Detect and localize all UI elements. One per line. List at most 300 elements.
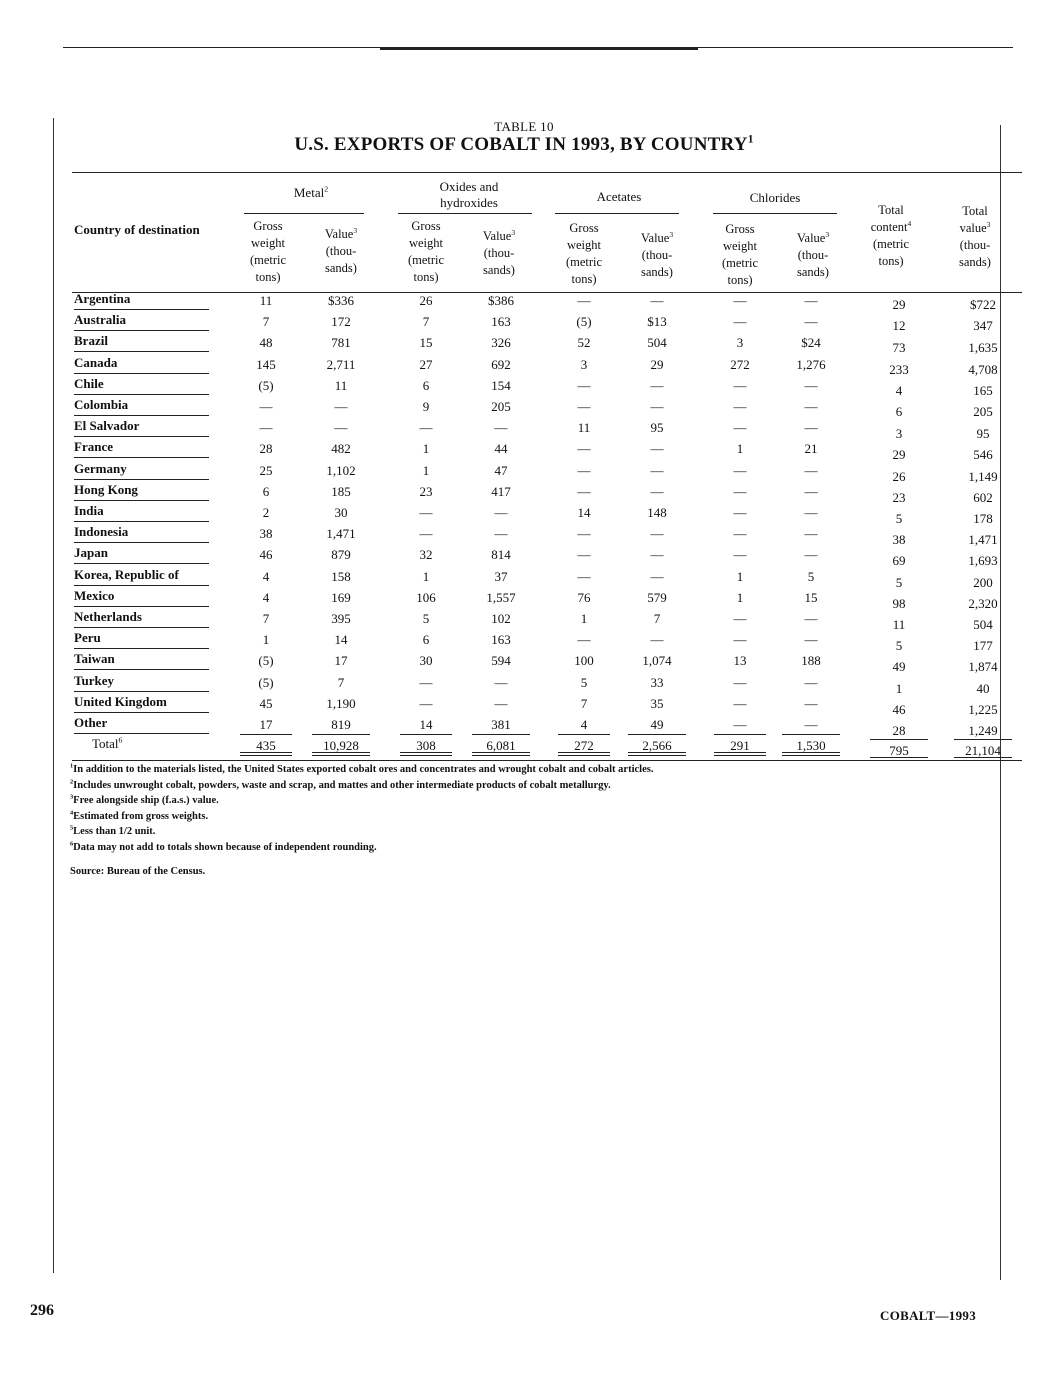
cell-chlorides-gross: — bbox=[733, 674, 747, 690]
col-header-line: (thou- bbox=[483, 246, 515, 260]
col-header-acetates-value bbox=[626, 230, 688, 281]
cell-total-content: 5 bbox=[895, 511, 903, 526]
table-row bbox=[0, 395, 1048, 419]
total-double-rule bbox=[782, 752, 840, 756]
col-header-line: (thou- bbox=[641, 248, 673, 262]
group-header-oxides bbox=[394, 179, 544, 211]
col-header-line bbox=[310, 226, 372, 243]
cell-oxides-gross: 1 bbox=[422, 441, 430, 457]
col-header-line: tons) bbox=[571, 272, 597, 286]
col-header-metal-value bbox=[310, 226, 372, 277]
cell-metal-value: $336 bbox=[328, 293, 354, 308]
col-header-line: Gross bbox=[569, 221, 599, 235]
cell-acetates-value: 33 bbox=[650, 674, 664, 690]
cell-chlorides-gross: 272 bbox=[730, 356, 750, 372]
footnote-text: In addition to the materials listed, the United States exported cobalt ores and concentrates and wrought cobalt and cobalt articles. bbox=[73, 764, 654, 775]
cell-chlorides-value: — bbox=[804, 505, 818, 520]
cell-metal-gross: (5) bbox=[258, 377, 274, 393]
cell-metal-gross: 48 bbox=[259, 335, 273, 351]
footnote-num: 5 bbox=[70, 824, 74, 832]
cell-chlorides-value: 15 bbox=[804, 589, 818, 605]
cell-total-content: 6 bbox=[895, 404, 903, 419]
cell-chlorides-value: 1,530 bbox=[796, 738, 826, 754]
cell-total-value: 1,471 bbox=[968, 532, 998, 548]
cell-metal-gross: 4 bbox=[262, 589, 270, 605]
cell-acetates-value: — bbox=[650, 526, 664, 542]
cell-acetates-value: 579 bbox=[647, 589, 667, 605]
cell-metal-gross: 7 bbox=[262, 611, 270, 626]
cell-total-content: 12 bbox=[892, 318, 906, 334]
footnote bbox=[70, 762, 653, 778]
col-header-text: Value bbox=[640, 231, 670, 245]
col-header-line: sands) bbox=[325, 261, 357, 275]
sum-rule bbox=[472, 734, 530, 735]
cell-chlorides-value: — bbox=[804, 462, 818, 478]
cell-acetates-value: 95 bbox=[650, 420, 664, 436]
cell-metal-value: 482 bbox=[331, 441, 351, 457]
cell-acetates-value: — bbox=[650, 441, 664, 457]
cell-total-content: 11 bbox=[892, 617, 906, 632]
total-double-rule bbox=[628, 752, 686, 756]
cell-metal-gross: 435 bbox=[256, 738, 276, 754]
table-row bbox=[0, 628, 1048, 654]
col-header-line: weight bbox=[566, 238, 602, 252]
cell-oxides-value: 381 bbox=[491, 717, 511, 732]
total-row bbox=[0, 734, 1048, 759]
country-name: Peru bbox=[74, 630, 209, 649]
cell-acetates-value: — bbox=[650, 483, 664, 499]
cell-chlorides-gross: 1 bbox=[736, 589, 744, 605]
cell-metal-gross: 46 bbox=[259, 547, 273, 563]
col-header-line: weight bbox=[722, 239, 758, 253]
table-row bbox=[0, 437, 1048, 463]
group-header-oxides-line1: Oxides and bbox=[439, 179, 499, 194]
cell-acetates-gross: 14 bbox=[577, 505, 591, 520]
cell-oxides-value: 417 bbox=[491, 483, 511, 499]
table-row bbox=[0, 459, 1048, 484]
col-header-oxides-value bbox=[468, 228, 530, 279]
cell-metal-value: 169 bbox=[331, 589, 351, 605]
cell-chlorides-gross: 3 bbox=[736, 335, 744, 351]
sum-rule bbox=[954, 739, 1012, 740]
cell-acetates-value: — bbox=[650, 399, 664, 414]
cell-metal-value: 2,711 bbox=[326, 356, 356, 372]
cell-metal-value: — bbox=[334, 420, 348, 436]
cell-metal-value: 11 bbox=[334, 377, 348, 393]
cell-oxides-value: 44 bbox=[494, 441, 508, 457]
footnote-text: Data may not add to totals shown because of independent rounding. bbox=[73, 841, 377, 853]
top-rule-accent bbox=[380, 48, 698, 50]
group-rule-acetates bbox=[555, 213, 679, 214]
cell-acetates-value: 35 bbox=[650, 695, 664, 711]
cell-oxides-gross: 1 bbox=[422, 462, 430, 478]
col-header-line bbox=[944, 220, 1006, 237]
cell-acetates-value: 148 bbox=[647, 505, 667, 520]
cell-total-value: 4,708 bbox=[968, 361, 998, 377]
cell-acetates-gross: 7 bbox=[580, 695, 588, 711]
cell-chlorides-value: — bbox=[804, 314, 818, 330]
cell-oxides-gross: 15 bbox=[419, 335, 433, 351]
col-header-line bbox=[858, 219, 924, 236]
cell-oxides-gross: — bbox=[419, 526, 433, 542]
cell-total-content: 26 bbox=[892, 468, 906, 484]
cell-chlorides-gross: — bbox=[733, 462, 747, 478]
cell-chlorides-value: — bbox=[804, 293, 818, 308]
cell-acetates-gross: 4 bbox=[580, 717, 588, 732]
footnote-ref: 4 bbox=[907, 218, 912, 228]
cell-total-content: 46 bbox=[892, 701, 906, 717]
country-name: Other bbox=[74, 715, 209, 734]
header-top-rule bbox=[72, 172, 1022, 173]
table-row bbox=[0, 374, 1048, 398]
cell-acetates-value: 29 bbox=[650, 356, 664, 372]
footnote-text: Free alongside ship (f.a.s.) value. bbox=[73, 795, 219, 806]
cell-chlorides-gross: — bbox=[733, 483, 747, 499]
cell-acetates-gross: 100 bbox=[574, 653, 594, 669]
cell-oxides-value: — bbox=[494, 695, 508, 711]
country-name: Canada bbox=[74, 355, 209, 374]
cell-metal-gross: — bbox=[259, 399, 273, 414]
cell-acetates-gross: — bbox=[577, 293, 591, 308]
cell-metal-value: 7 bbox=[337, 674, 345, 690]
cell-total-value: 177 bbox=[973, 638, 993, 654]
cell-total-content: 29 bbox=[892, 297, 906, 312]
country-column-header: Country of destination bbox=[74, 222, 200, 237]
cell-chlorides-gross: — bbox=[733, 399, 747, 414]
cell-acetates-value: 2,566 bbox=[642, 738, 672, 754]
cell-chlorides-gross: — bbox=[733, 314, 747, 330]
cell-acetates-value: — bbox=[650, 547, 664, 563]
cell-oxides-value: 163 bbox=[491, 314, 511, 330]
cell-total-content: 1 bbox=[895, 680, 903, 696]
cell-metal-gross: 145 bbox=[256, 356, 276, 372]
table-row bbox=[0, 331, 1048, 356]
cell-oxides-gross: 6 bbox=[422, 632, 430, 648]
cell-acetates-gross: — bbox=[577, 632, 591, 648]
cell-acetates-gross: 11 bbox=[577, 420, 591, 436]
col-header-line: Gross bbox=[411, 219, 441, 233]
table-row bbox=[0, 713, 1048, 738]
cell-metal-value: 158 bbox=[331, 568, 351, 584]
cell-chlorides-gross: — bbox=[733, 420, 747, 436]
cell-total-value: 1,149 bbox=[968, 468, 998, 484]
col-header-line bbox=[626, 230, 688, 247]
country-name: Germany bbox=[74, 461, 209, 480]
cell-oxides-value: 154 bbox=[491, 377, 511, 393]
cell-total-value: 1,874 bbox=[968, 659, 998, 675]
cell-chlorides-gross: — bbox=[733, 547, 747, 563]
table-row bbox=[0, 649, 1048, 675]
cell-oxides-gross: 14 bbox=[419, 717, 433, 732]
table-title-text: U.S. EXPORTS OF COBALT IN 1993, BY COUNTRY bbox=[294, 134, 748, 155]
col-header-text: Value bbox=[324, 227, 354, 241]
col-header-line bbox=[468, 228, 530, 245]
total-double-rule bbox=[714, 752, 766, 756]
cell-oxides-gross: 1 bbox=[422, 568, 430, 584]
cell-acetates-gross: — bbox=[577, 462, 591, 478]
running-head: COBALT—1993 bbox=[880, 1308, 977, 1323]
cell-oxides-value: 163 bbox=[491, 632, 511, 648]
cell-total-value: 2,320 bbox=[968, 595, 998, 611]
country-name: France bbox=[74, 439, 209, 458]
cell-oxides-value: 326 bbox=[491, 335, 511, 351]
total-double-rule bbox=[558, 752, 610, 756]
group-header-acetates: Acetates bbox=[596, 189, 642, 204]
cell-chlorides-value: — bbox=[804, 526, 818, 542]
cell-acetates-value: — bbox=[650, 377, 664, 393]
cell-total-value: 21,104 bbox=[965, 743, 1001, 759]
cell-acetates-gross: — bbox=[577, 399, 591, 414]
col-header-line: Total bbox=[962, 204, 988, 218]
footnote-num: 1 bbox=[70, 762, 74, 770]
footnote-num: 6 bbox=[70, 840, 74, 847]
sum-rule bbox=[628, 734, 686, 735]
cell-chlorides-value: — bbox=[804, 695, 818, 711]
cell-acetates-gross: — bbox=[577, 568, 591, 584]
col-header-line bbox=[782, 230, 844, 247]
table-row bbox=[0, 522, 1048, 548]
cell-oxides-gross: 26 bbox=[419, 293, 433, 308]
cell-metal-value: — bbox=[334, 399, 348, 414]
table-row bbox=[0, 607, 1048, 632]
cell-acetates-gross: 52 bbox=[577, 335, 591, 351]
cell-total-value: 1,693 bbox=[968, 553, 998, 569]
cell-total-value: 602 bbox=[973, 489, 993, 505]
sum-rule bbox=[400, 734, 452, 735]
footnote-ref: 1 bbox=[747, 133, 754, 146]
table-row bbox=[0, 289, 1048, 310]
total-label bbox=[92, 736, 227, 754]
cell-acetates-gross: 1 bbox=[580, 611, 588, 626]
col-header-line: tons) bbox=[727, 273, 753, 287]
cell-total-content: 49 bbox=[892, 659, 906, 675]
cell-oxides-value: 692 bbox=[491, 356, 511, 372]
total-double-rule bbox=[240, 752, 292, 756]
cell-chlorides-value: 21 bbox=[804, 441, 818, 457]
cell-acetates-gross: 5 bbox=[580, 674, 588, 690]
total-double-rule bbox=[870, 757, 928, 761]
cell-oxides-gross: 23 bbox=[419, 483, 433, 499]
cell-metal-gross: (5) bbox=[258, 653, 274, 669]
cell-metal-value: 1,190 bbox=[326, 695, 356, 711]
cell-metal-value: 819 bbox=[331, 717, 351, 732]
sum-rule bbox=[312, 734, 370, 735]
cell-chlorides-gross: — bbox=[733, 632, 747, 648]
cell-oxides-value: 102 bbox=[491, 611, 511, 626]
country-name: United Kingdom bbox=[74, 694, 209, 713]
footnote-ref: 3 bbox=[511, 227, 516, 237]
country-name: Indonesia bbox=[74, 524, 209, 543]
table-row bbox=[0, 671, 1048, 696]
col-header-line: (metric bbox=[407, 253, 445, 267]
cell-oxides-gross: 308 bbox=[416, 738, 436, 754]
country-name: Netherlands bbox=[74, 609, 209, 628]
col-header-oxides-gross bbox=[398, 218, 454, 286]
table-row bbox=[0, 501, 1048, 526]
cell-total-content: 233 bbox=[889, 361, 909, 377]
cell-metal-value: 185 bbox=[331, 483, 351, 499]
col-header-text: value bbox=[959, 221, 987, 235]
cell-oxides-gross: — bbox=[419, 420, 433, 436]
col-header-total-content bbox=[858, 202, 924, 270]
col-header-line: weight bbox=[408, 236, 444, 250]
total-double-rule bbox=[472, 752, 530, 756]
table-label: TABLE 10 bbox=[494, 119, 554, 134]
col-header-text: Value bbox=[796, 231, 826, 245]
cell-metal-value: 879 bbox=[331, 547, 351, 563]
cell-chlorides-value: — bbox=[804, 377, 818, 393]
cell-acetates-gross: — bbox=[577, 526, 591, 542]
sum-rule bbox=[870, 739, 928, 740]
col-header-total-value bbox=[944, 203, 1006, 271]
cell-metal-gross: 38 bbox=[259, 526, 273, 542]
cell-acetates-value: 49 bbox=[650, 717, 664, 732]
cell-acetates-value: 1,074 bbox=[642, 653, 672, 669]
cell-chlorides-value: $24 bbox=[801, 335, 821, 351]
cell-acetates-value: $13 bbox=[647, 314, 667, 330]
footnote-ref: 3 bbox=[825, 229, 830, 239]
cell-metal-gross: 4 bbox=[262, 568, 270, 584]
cell-metal-value: 14 bbox=[334, 632, 348, 648]
footnote-text: Less than 1/2 unit. bbox=[73, 826, 156, 837]
col-header-line: Total bbox=[878, 203, 904, 217]
col-header-line: Gross bbox=[725, 222, 755, 236]
footnote bbox=[70, 778, 653, 794]
cell-oxides-value: — bbox=[494, 526, 508, 542]
cell-oxides-value: — bbox=[494, 420, 508, 436]
group-header-metal bbox=[244, 185, 378, 201]
cell-oxides-gross: 106 bbox=[416, 589, 436, 605]
cell-chlorides-gross: — bbox=[733, 695, 747, 711]
table-row bbox=[0, 692, 1048, 717]
cell-oxides-value: 594 bbox=[491, 653, 511, 669]
cell-acetates-value: — bbox=[650, 293, 664, 308]
total-double-rule bbox=[312, 752, 370, 756]
cell-total-content: 795 bbox=[889, 743, 909, 759]
cell-chlorides-gross: — bbox=[733, 505, 747, 520]
col-header-text: Value bbox=[482, 229, 512, 243]
cell-total-value: 40 bbox=[976, 680, 990, 696]
cell-acetates-value: 7 bbox=[653, 611, 661, 626]
group-rule-metal bbox=[244, 213, 364, 214]
cell-metal-gross: 28 bbox=[259, 441, 273, 457]
col-header-line: tons) bbox=[413, 270, 439, 284]
total-double-rule bbox=[954, 757, 1012, 761]
cell-metal-gross: 11 bbox=[259, 293, 273, 308]
group-header-metal-text: Metal bbox=[293, 185, 325, 200]
footnote-ref: 6 bbox=[118, 735, 123, 745]
cell-total-content: 5 bbox=[895, 574, 903, 590]
cell-total-value: 347 bbox=[973, 318, 993, 334]
cell-acetates-value: — bbox=[650, 568, 664, 584]
cell-oxides-gross: — bbox=[419, 695, 433, 711]
cell-chlorides-value: — bbox=[804, 420, 818, 436]
cell-total-value: 165 bbox=[973, 382, 993, 398]
footnote-num: 4 bbox=[70, 809, 74, 816]
col-header-line: tons) bbox=[255, 270, 281, 284]
cell-chlorides-gross: — bbox=[733, 526, 747, 542]
footnote-ref: 2 bbox=[324, 184, 329, 194]
cell-metal-gross: (5) bbox=[258, 674, 274, 690]
cell-chlorides-value: — bbox=[804, 547, 818, 563]
country-name: Turkey bbox=[74, 673, 209, 692]
footnote bbox=[70, 809, 653, 825]
cell-metal-gross: 25 bbox=[259, 462, 273, 478]
cell-metal-value: 395 bbox=[331, 611, 351, 626]
cell-oxides-value: $386 bbox=[488, 293, 514, 308]
cell-oxides-value: 814 bbox=[491, 547, 511, 563]
country-name: Hong Kong bbox=[74, 482, 209, 501]
cell-metal-value: 781 bbox=[331, 335, 351, 351]
cell-acetates-gross: 272 bbox=[574, 738, 594, 754]
footnote bbox=[70, 840, 653, 856]
cell-metal-value: 1,102 bbox=[326, 462, 356, 478]
cell-total-content: 28 bbox=[892, 723, 906, 738]
cell-metal-gross: 2 bbox=[262, 505, 270, 520]
country-name: Japan bbox=[74, 545, 209, 564]
table-row bbox=[0, 353, 1048, 377]
footnotes bbox=[70, 762, 653, 855]
cell-metal-gross: — bbox=[259, 420, 273, 436]
cell-total-value: 1,635 bbox=[968, 340, 998, 356]
cell-total-content: 29 bbox=[892, 447, 906, 463]
cell-acetates-gross: — bbox=[577, 441, 591, 457]
cell-chlorides-gross: — bbox=[733, 293, 747, 308]
cell-chlorides-value: — bbox=[804, 399, 818, 414]
country-name: El Salvador bbox=[74, 418, 209, 437]
col-header-line: (metric bbox=[565, 255, 603, 269]
country-name: India bbox=[74, 503, 209, 522]
footnote-num: 2 bbox=[70, 778, 74, 785]
col-header-chlorides-value bbox=[782, 230, 844, 281]
cell-chlorides-gross: — bbox=[733, 611, 747, 626]
cell-total-content: 3 bbox=[895, 426, 903, 442]
country-name: Chile bbox=[74, 376, 209, 395]
cell-acetates-gross: (5) bbox=[576, 314, 592, 330]
cell-chlorides-value: — bbox=[804, 611, 818, 626]
group-rule-oxides bbox=[398, 213, 532, 214]
cell-acetates-value: — bbox=[650, 462, 664, 478]
table-row bbox=[0, 416, 1048, 442]
cell-total-value: 1,249 bbox=[968, 723, 998, 738]
table-row bbox=[0, 543, 1048, 569]
cell-metal-gross: 6 bbox=[262, 483, 270, 499]
col-header-line: Gross bbox=[253, 219, 283, 233]
cell-chlorides-gross: 1 bbox=[736, 568, 744, 584]
cell-chlorides-gross: — bbox=[733, 717, 747, 732]
sum-rule bbox=[558, 734, 610, 735]
cell-metal-value: 30 bbox=[334, 505, 348, 520]
cell-metal-value: 172 bbox=[331, 314, 351, 330]
table-row bbox=[0, 310, 1048, 334]
cell-chlorides-value: — bbox=[804, 674, 818, 690]
cell-oxides-gross: 27 bbox=[419, 356, 433, 372]
country-name: Taiwan bbox=[74, 651, 209, 670]
cell-metal-gross: 7 bbox=[262, 314, 270, 330]
cell-oxides-value: 6,081 bbox=[486, 738, 516, 754]
cell-chlorides-value: — bbox=[804, 717, 818, 732]
cell-metal-gross: 17 bbox=[259, 717, 273, 732]
cell-acetates-gross: — bbox=[577, 483, 591, 499]
col-header-line: (thou- bbox=[797, 248, 829, 262]
cell-chlorides-value: — bbox=[804, 483, 818, 499]
cell-metal-value: 1,471 bbox=[326, 526, 356, 542]
cell-total-value: 205 bbox=[973, 404, 993, 419]
col-header-line: sands) bbox=[483, 263, 515, 277]
col-header-line: weight bbox=[250, 236, 286, 250]
country-name: Korea, Republic of bbox=[74, 567, 209, 586]
col-header-line: sands) bbox=[641, 265, 673, 279]
